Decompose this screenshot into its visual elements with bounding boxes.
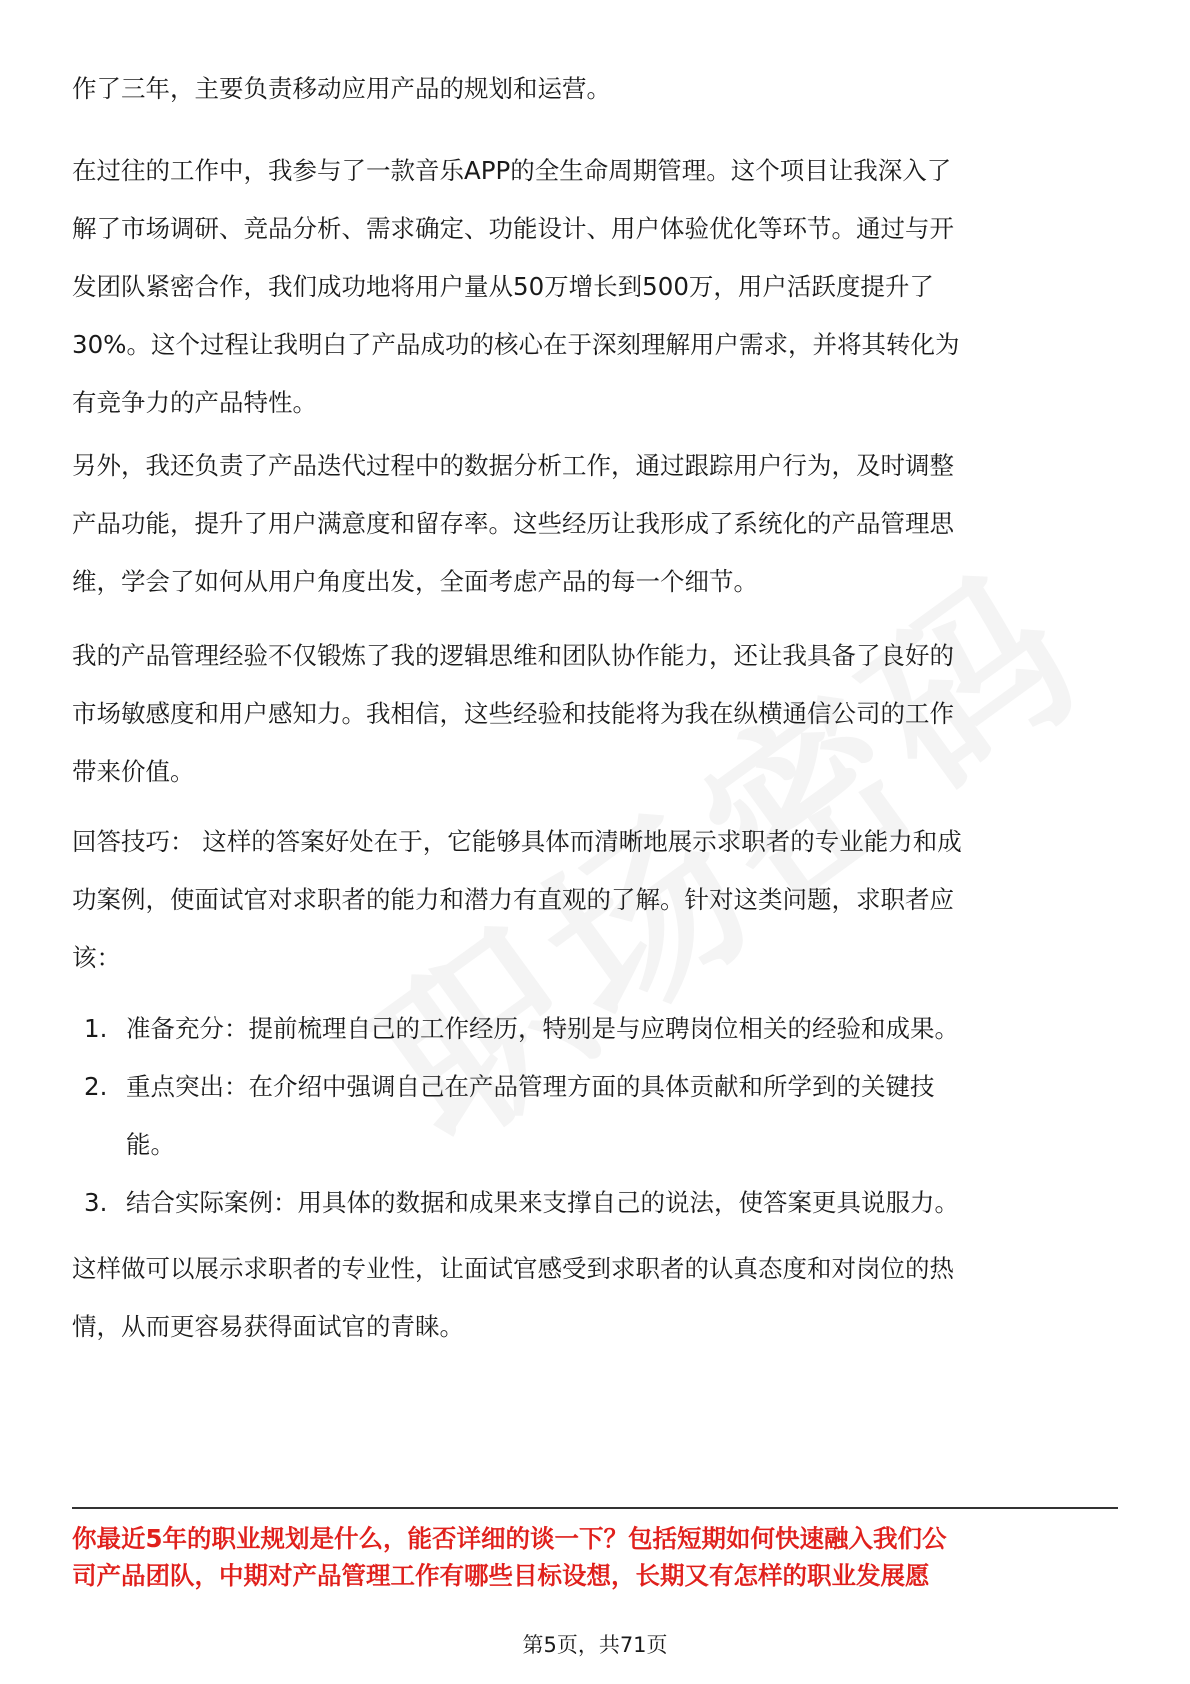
paragraph-answer-tips [72, 813, 1118, 987]
paragraph-skills [72, 627, 1118, 801]
text-line: 市场敏感度和用户感知力。我相信，这些经验和技能将为我在纵横通信公司的工作 [72, 699, 954, 728]
question-line: 司产品团队，中期对产品管理工作有哪些目标设想，长期又有怎样的职业发展愿 [72, 1561, 930, 1590]
section-divider [72, 1507, 1118, 1509]
question-line: 你最近5年的职业规划是什么，能否详细的谈一下？包括短期如何快速融入我们公 [72, 1524, 947, 1553]
text-line: 产品功能，提升了用户满意度和留存率。这些经历让我形成了系统化的产品管理思 [72, 509, 954, 538]
list-text: 重点突出：在介绍中强调自己在产品管理方面的具体贡献和所学到的关键技 [126, 1072, 935, 1101]
list-item [72, 1000, 1118, 1058]
list-item [72, 1058, 1118, 1174]
text-line: 作了三年，主要负责移动应用产品的规划和运营。 [72, 74, 611, 103]
text-line: 回答技巧： 这样的答案好处在于，它能够具体而清晰地展示求职者的专业能力和成 [72, 827, 962, 856]
text-line: 解了市场调研、竞品分析、需求确定、功能设计、用户体验优化等环节。通过与开 [72, 214, 954, 243]
text-line: 该： [72, 943, 121, 972]
text-line: 在过往的工作中，我参与了一款音乐APP的全生命周期管理。这个项目让我深入了 [72, 156, 952, 185]
text-line: 情，从而更容易获得面试官的青睐。 [72, 1312, 464, 1341]
list-text: 准备充分：提前梳理自己的工作经历，特别是与应聘岗位相关的经验和成果。 [126, 1014, 959, 1043]
list-text: 结合实际案例：用具体的数据和成果来支撑自己的说法，使答案更具说服力。 [126, 1188, 959, 1217]
text-line: 发团队紧密合作，我们成功地将用户量从50万增长到500万，用户活跃度提升了 [72, 272, 934, 301]
text-line: 功案例，使面试官对求职者的能力和潜力有直观的了解。针对这类问题，求职者应 [72, 885, 954, 914]
text-line: 我的产品管理经验不仅锻炼了我的逻辑思维和团队协作能力，还让我具备了良好的 [72, 641, 954, 670]
text-line: 维，学会了如何从用户角度出发，全面考虑产品的每一个细节。 [72, 567, 758, 596]
page-number: 第5页，共71页 [522, 1633, 668, 1657]
tips-list [72, 1000, 1118, 1232]
paragraph-data-analysis [72, 437, 1118, 611]
next-question [72, 1520, 1118, 1594]
list-text: 能。 [126, 1130, 175, 1159]
list-number: 2. [84, 1072, 108, 1101]
document-page [72, 0, 1118, 1684]
list-item [72, 1174, 1118, 1232]
paragraph-closing [72, 1240, 1118, 1356]
text-line: 这样做可以展示求职者的专业性，让面试官感受到求职者的认真态度和对岗位的热 [72, 1254, 954, 1283]
paragraph-intro [72, 60, 1118, 118]
list-number: 3. [84, 1188, 108, 1217]
list-number: 1. [84, 1014, 108, 1043]
paragraph-experience [72, 142, 1118, 432]
text-line: 另外，我还负责了产品迭代过程中的数据分析工作，通过跟踪用户行为，及时调整 [72, 451, 954, 480]
text-line: 30%。这个过程让我明白了产品成功的核心在于深刻理解用户需求，并将其转化为 [72, 330, 960, 359]
text-line: 有竞争力的产品特性。 [72, 388, 317, 417]
text-line: 带来价值。 [72, 757, 195, 786]
